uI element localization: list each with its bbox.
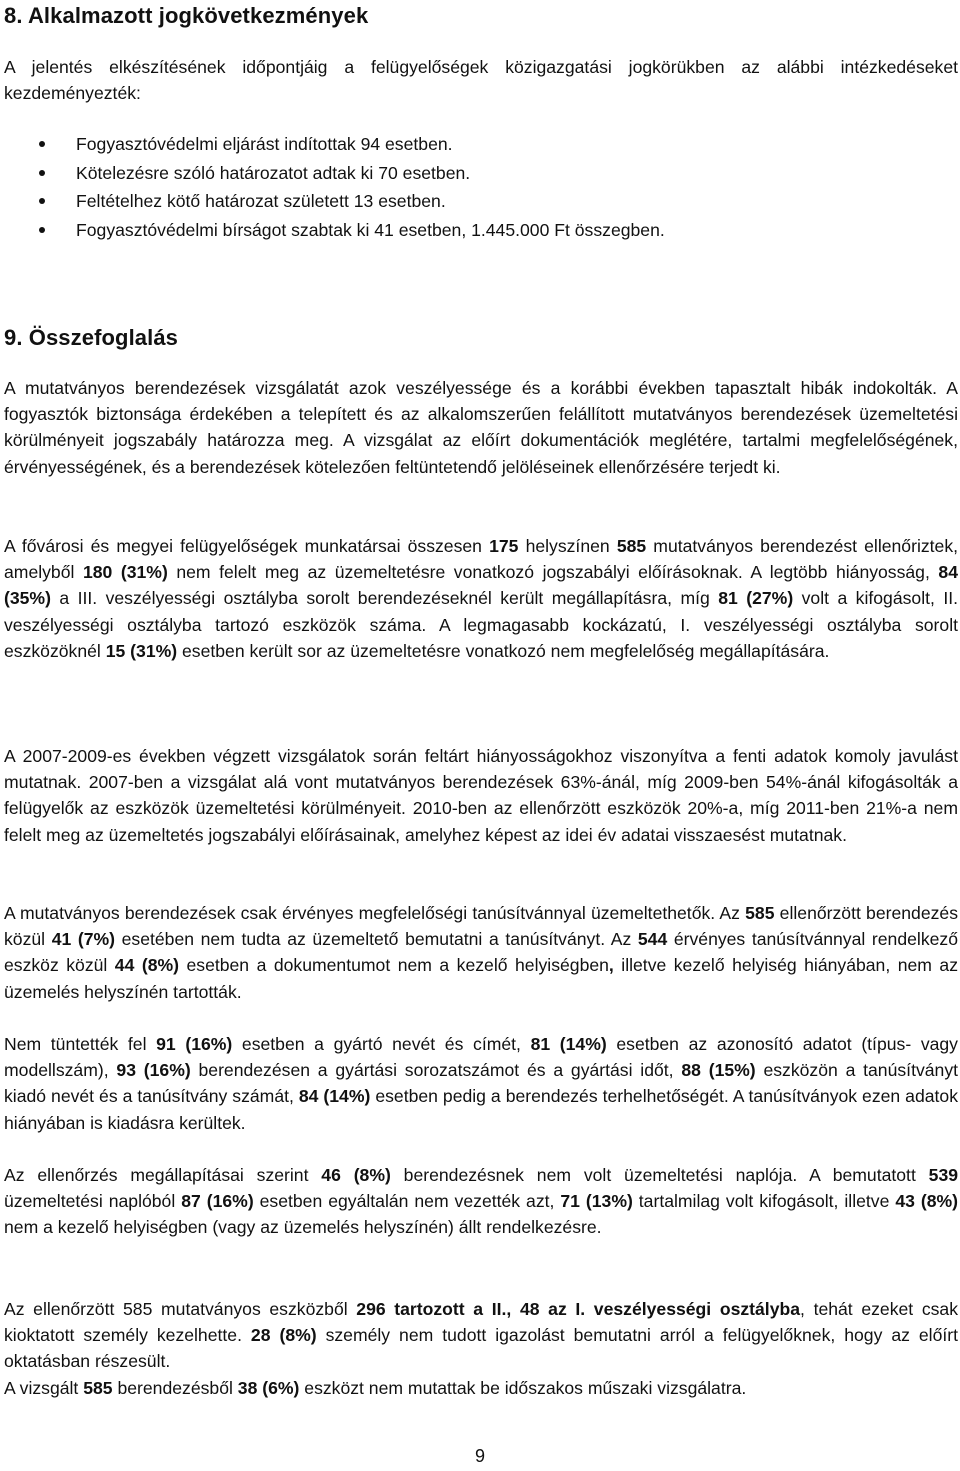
bullet-icon [39,198,45,204]
summary-paragraph-4: A mutatványos berendezések csak érvényes megfelelőségi tanúsítvánnyal üzemeltethetők. Az 585 ellenőrzött berendezés közül 41 (7%) esetében nem tudta az üzemeltető bemutatni a tanúsítványt. Az 544 érvényes tanúsítvánnyal rendelkező eszköz közül 44 (8%) esetben a dokumentumot nem a kezelő helyiségben, illetve kezelő helyiség hiányában, nem az üzemelés helyszínén tartották. [4,903,958,1002]
bullet-icon [39,141,45,147]
bullet-icon [39,170,45,176]
summary-paragraph-7: Az ellenőrzött 585 mutatványos eszközből 296 tartozott a II., 48 az I. veszélyességi osztályba, tehát ezeket csak kioktatott személy kezelhette. 28 (8%) személy nem tudott igazolást bemutatni arról a felügyelőknek, hogy az előírt oktatásban részesült. [4,1299,959,1372]
list-item: Fogyasztóvédelmi eljárást indítottak 94 esetben. [4,130,665,159]
list-item: Kötelezésre szóló határozatot adtak ki 70 esetben. [4,159,665,188]
summary-paragraph-6: Az ellenőrzés megállapításai szerint 46 (8%) berendezésnek nem volt üzemeltetési naplója. A bemutatott 539 üzemeltetési naplóból 87 (16%) esetben egyáltalán nem vezették azt, 71 (13%) tartalmilag volt kifogásolt, illetve 43 (8%) nem a kezelő helyiségben (vagy az üzemelés helyszínén) állt rendelkezésre. [4,1165,959,1238]
summary-paragraph-8: A vizsgált 585 berendezésből 38 (6%) eszközt nem mutattak be időszakos műszaki vizsgálatra. [4,1378,747,1398]
summary-paragraph-1: A mutatványos berendezések vizsgálatát azok veszélyessége és a korábbi években tapasztalt hibák indokolták. A fogyasztók biztonsága érdekében a telepített és az alkalomszerűen felállított mutatványos berendezések üzemeltetési körülményeit jogszabály határozza meg. A vizsgálat az előírt dokumentációk meglétére, tartalmi megfelelőségének, érvényességének, és a berendezések kötelezően feltüntetendő jelöléseinek ellenőrzésére terjedt ki. [4,378,958,477]
page-number: 9 [474,1446,485,1466]
section-8-intro: A jelentés elkészítésének időpontjáig a felügyelőségek közigazgatási jogkörükben az alábbi intézkedéseket kezdeményezték: [4,57,958,104]
summary-paragraph-5: Nem tüntették fel 91 (16%) esetben a gyártó nevét és címét, 81 (14%) esetben az azonosító adatot (típus- vagy modellszám), 93 (16%) berendezésen a gyártási sorozatszámot és a gyártási időt, 88 (15%) eszközön a tanúsítványt kiadó nevét és a tanúsítvány számát, 84 (14%) esetben pedig a berendezés terhelhetőségét. A tanúsítványok ezen adatok hiányában is kiadásra kerültek. [4,1034,959,1133]
list-item: Fogyasztóvédelmi bírságot szabtak ki 41 esetben, 1.445.000 Ft összegben. [4,216,665,245]
summary-paragraph-3: A 2007-2009-es években végzett vizsgálatok során feltárt hiányosságokhoz viszonyítva a fenti adatok komoly javulást mutatnak. 2007-ben a vizsgálat alá vont mutatványos berendezések 63%-ánál, míg 2009-ben 54%-ánál kifogásolták a felügyelők az eszközök üzemeltetési körülményeit. 2010-ben az ellenőrzött eszközök 20%-a, míg 2011-ben 21%-a nem felelt meg az üzemeltetés jogszabályi előírásainak, amelyhez képest az idei év adatai visszaesést mutatnak. [4,746,958,845]
summary-paragraph-2: A fővárosi és megyei felügyelőségek munkatársai összesen 175 helyszínen 585 mutatványos berendezést ellenőriztek, amelyből 180 (31%) nem felelt meg az üzemeltetésre vonatkozó jogszabályi előírásoknak. A legtöbb hiányosság, 84 (35%) a III. veszélyességi osztályba sorolt berendezéseknél került megállapításra, míg 81 (27%) volt a kifogásolt, II. veszélyességi osztályba tartozó eszközök száma. A legmagasabb kockázatú, I. veszélyességi osztályba sorolt eszközöknél 15 (31%) esetben került sor az üzemeltetésre vonatkozó nem megfelelőség megállapítására. [4,536,959,661]
section-9-heading: 9. Összefoglalás [4,325,179,350]
section-8-heading: 8. Alkalmazott jogkövetkezmények [4,3,369,28]
bullet-icon [39,227,45,233]
measures-list [4,130,665,244]
list-item: Feltételhez kötő határozat született 13 esetben. [4,187,665,216]
